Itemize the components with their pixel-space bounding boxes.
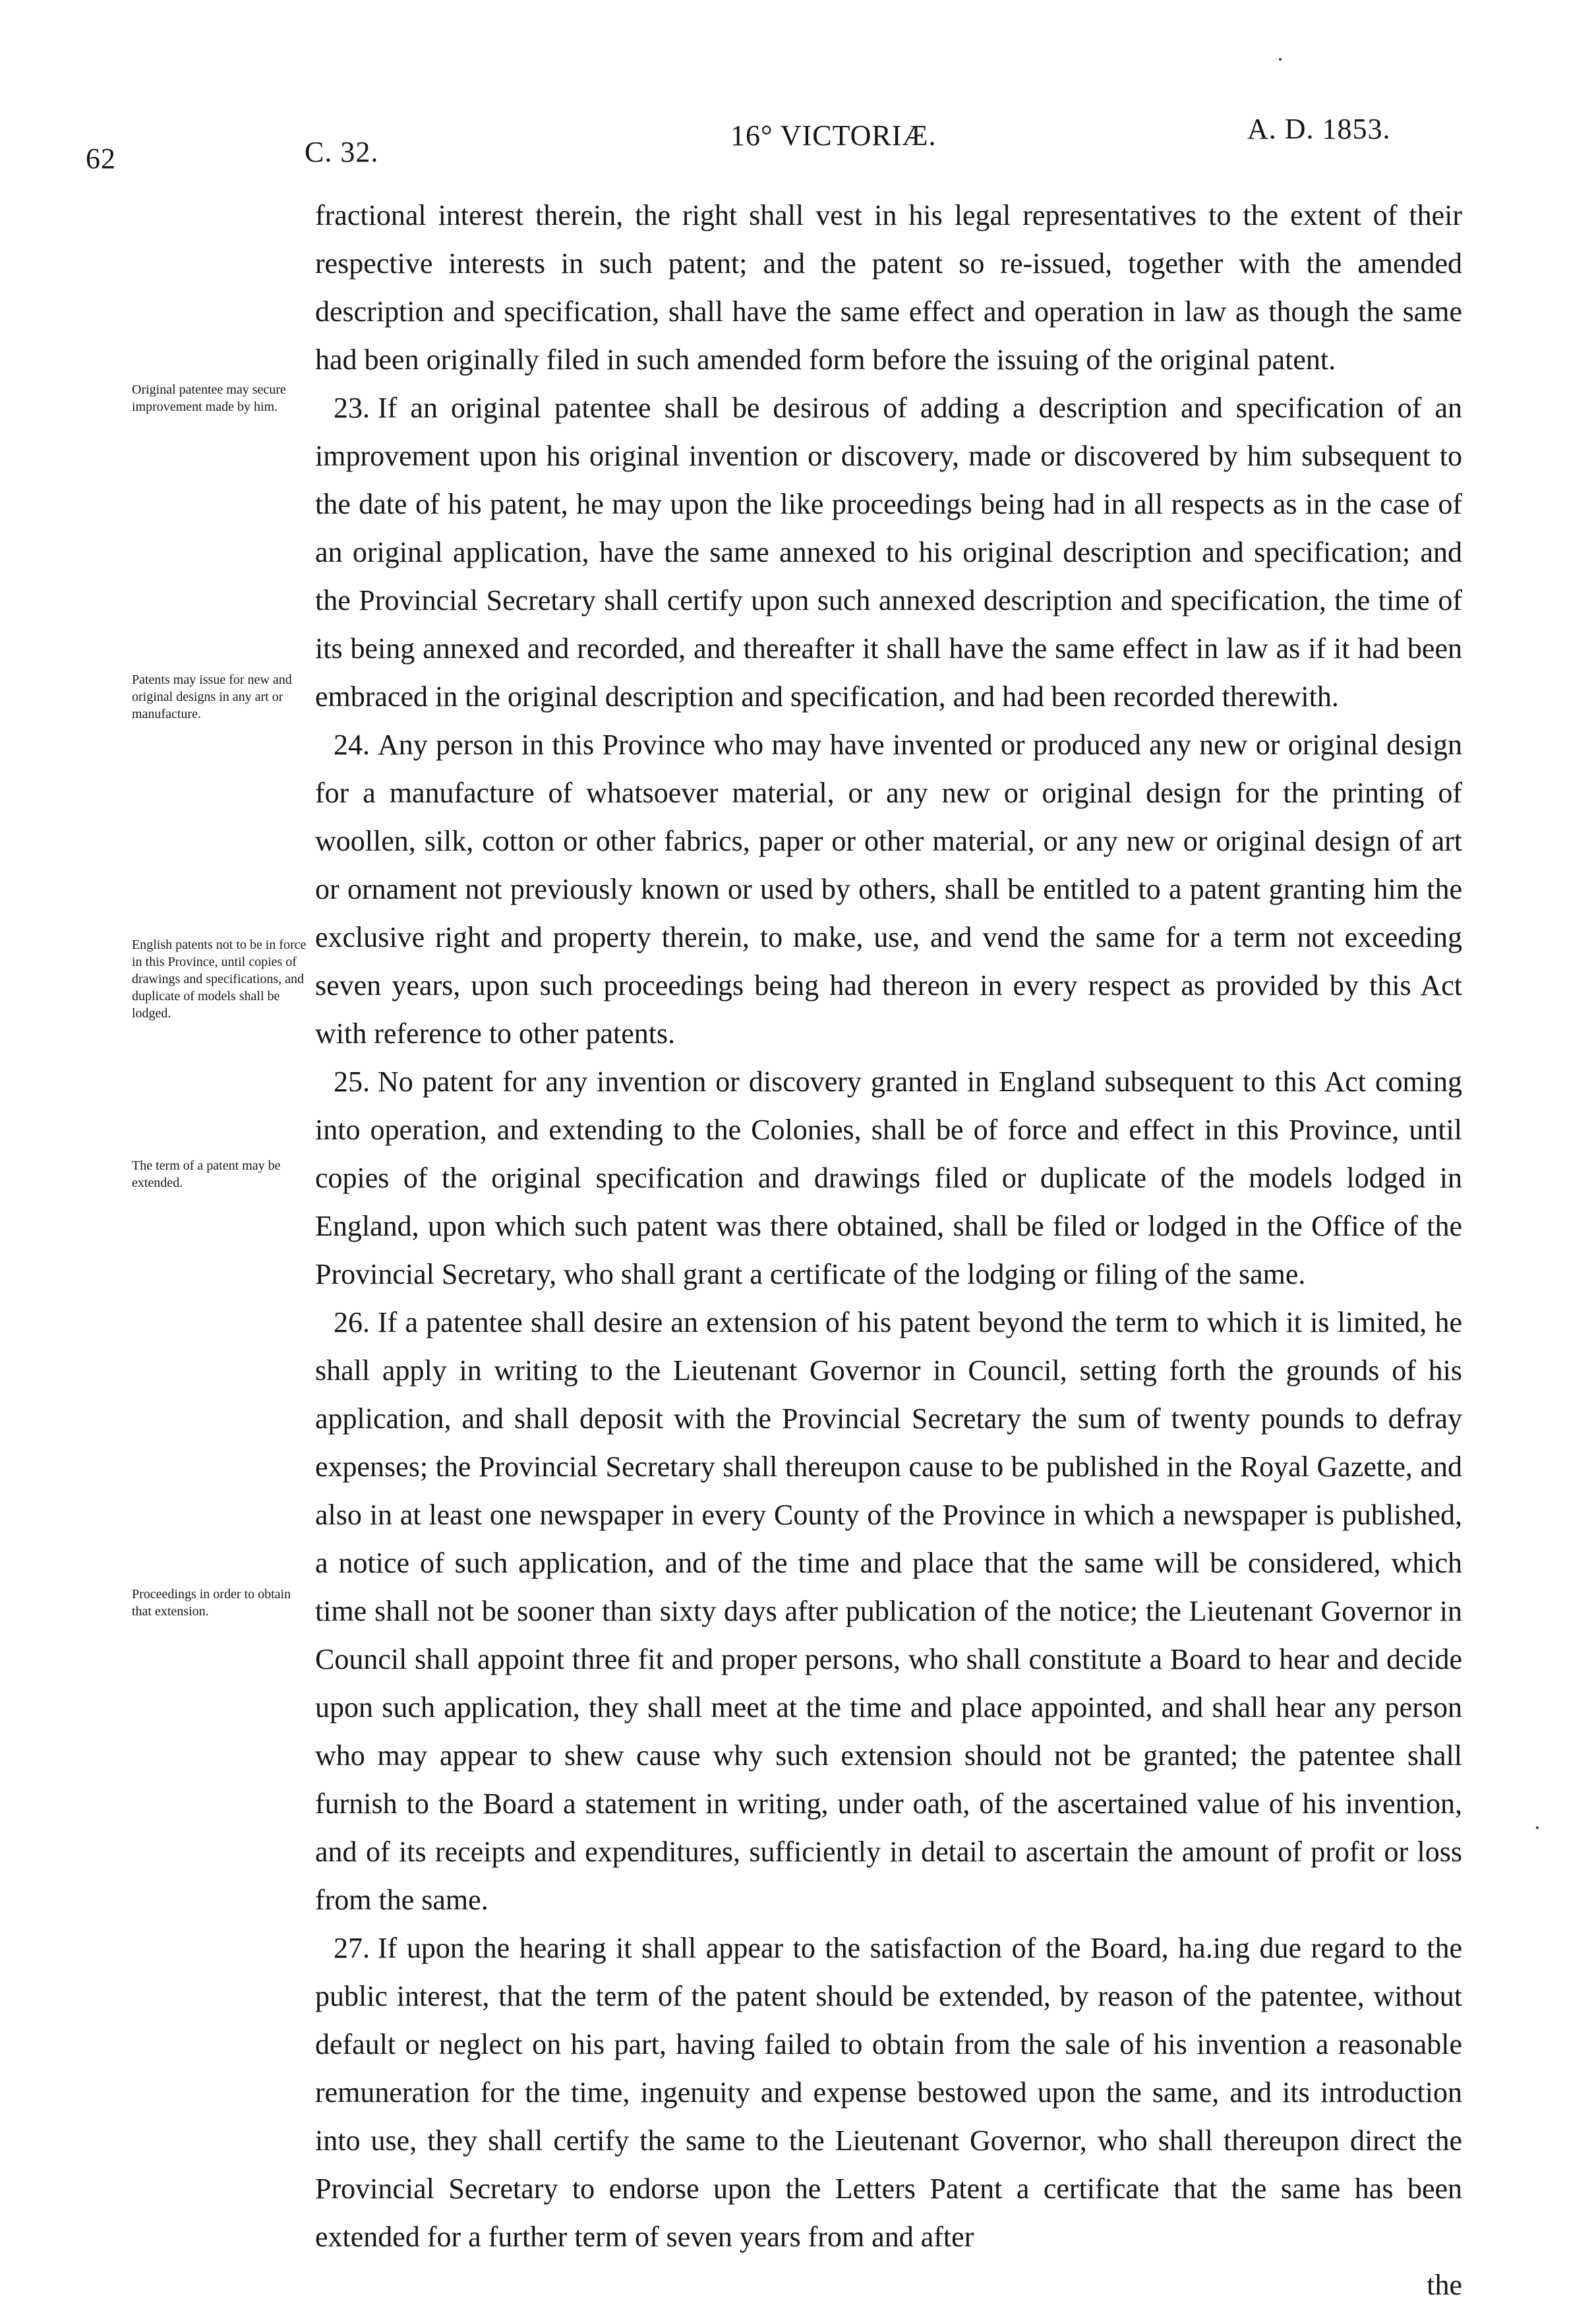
margin-note-proceedings: Proceedings in order to obtain that extension. bbox=[132, 1587, 291, 1619]
paper-speck bbox=[1279, 58, 1282, 61]
section-25 bbox=[315, 1058, 1462, 1298]
section-27 bbox=[315, 1924, 1462, 2261]
section-26 bbox=[315, 1298, 1462, 1924]
catchword: the bbox=[1427, 2269, 1462, 2301]
paper-speck bbox=[1536, 1826, 1539, 1829]
paragraph-text: Any person in this Province who may have invented or produced any new or original design for a manufacture of whatsoever material, or any new or original design for the printing of woollen, silk, cotton or other fabrics, paper or other material, or any new or original design of art or ornament not previously known or used by others, shall be entitled to a patent granting him the exclusive right and property therein, to make, use, and vend the same for a term not exceeding seven years, upon such proceedings being had thereon in every respect as provided by this Act with reference to other patents. bbox=[315, 729, 1462, 1050]
paragraph-text: If upon the hearing it shall appear to the satisfaction of the Board, ha.ing due regard to the public interest, that the term of the patent should be extended, by reason of the patentee, without default or neglect on his part, having failed to obtain from the sale of his invention a reasonable remuneration for the time, ingenuity and expense bestowed upon the same, and its introduction into use, they shall certify the same to the Lieutenant Governor, who shall thereupon direct the Provincial Secretary to endorse upon the Letters Patent a certificate that the same has been extended for a further term of seven years from and after bbox=[315, 1932, 1462, 2253]
year-heading: A. D. 1853. bbox=[1247, 113, 1391, 145]
paragraph-text: No patent for any invention or discovery granted in England subsequent to this Act coming into operation, and extending to the Colonies, shall be of force and effect in this Province, until copies of the original specification and drawings filed or duplicate of the models lodged in England, upon which such patent was there obtained, shall be filed or lodged in the Office of the Provincial Secretary, who shall grant a certificate of the lodging or filing of the same. bbox=[315, 1065, 1462, 1290]
section-number: 25. bbox=[334, 1065, 370, 1098]
section-24 bbox=[315, 721, 1462, 1058]
page-number: 62 bbox=[86, 142, 116, 175]
section-number: 24. bbox=[334, 729, 370, 761]
margin-note-term-extension: The term of a patent may be extended. bbox=[132, 1158, 281, 1190]
section-number: 26. bbox=[334, 1306, 370, 1338]
paragraph-continuation bbox=[315, 191, 1462, 384]
margin-note-improvement: Original patentee may secure improvement made by him. bbox=[132, 382, 286, 414]
margin-note-designs: Patents may issue for new and original designs in any art or manufacture. bbox=[132, 673, 292, 721]
statute-body bbox=[315, 191, 1462, 2309]
paragraph-text: fractional interest therein, the right shall vest in his legal representatives to the extent of their respective interests in such patent; and the patent so re-issued, together with the amended description and specification, shall have the same effect and operation in law as though the same had been originally filed in such amended form before the issuing of the original patent. bbox=[315, 199, 1462, 376]
paragraph-text: If an original patentee shall be desirous of adding a description and specification of an improvement upon his original invention or discovery, made or discovered by him subsequent to the date of his patent, he may upon the like proceedings being had in all respects as in the case of an original application, have the same annexed to his original description and specification; and the Provincial Secretary shall certify upon such annexed description and specification, the time of its being annexed and recorded, and thereafter it shall have the same effect in law as if it had been embraced in the original description and specification, and had been recorded therewith. bbox=[315, 392, 1462, 713]
margin-note-english-patents: English patents not to be in force in this Province, until copies of drawings and specifications, and duplicate of models shall be lodged. bbox=[132, 938, 307, 1021]
section-number: 23. bbox=[334, 392, 370, 424]
section-number: 27. bbox=[334, 1932, 370, 1964]
paragraph-text: If a patentee shall desire an extension of his patent beyond the term to which it is limited, he shall apply in writing to the Lieutenant Governor in Council, setting forth the grounds of his application, and shall deposit with the Provincial Secretary the sum of twenty pounds to defray expenses; the Provincial Secretary shall thereupon cause to be published in the Royal Gazette, and also in at least one newspaper in every County of the Province in which a newspaper is published, a notice of such application, and of the time and place that the same will be considered, which time shall not be sooner than sixty days after publication of the notice; the Lieutenant Governor in Council shall appoint three fit and proper persons, who shall constitute a Board to hear and decide upon such application, they shall meet at the time and place appointed, and shall hear any person who may appear to shew cause why such extension should not be granted; the patentee shall furnish to the Board a statement in writing, under oath, of the ascertained value of his invention, and of its receipts and expenditures, sufficiently in detail to ascertain the amount of profit or loss from the same. bbox=[315, 1306, 1462, 1916]
section-23 bbox=[315, 384, 1462, 721]
chapter-number: C. 32. bbox=[305, 136, 379, 168]
reign-heading: 16° VICTORIÆ. bbox=[730, 119, 937, 152]
